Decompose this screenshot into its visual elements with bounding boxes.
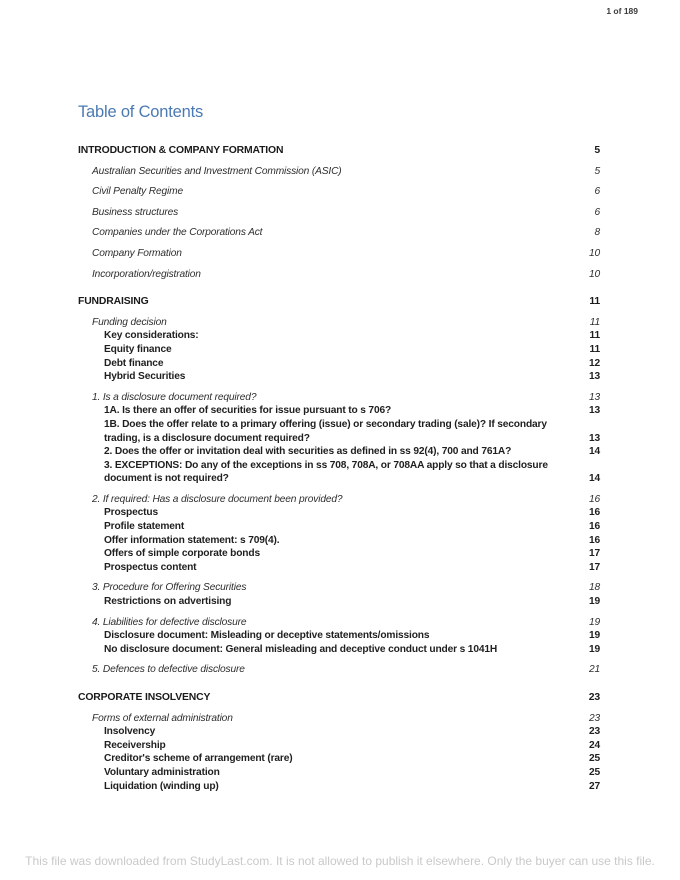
toc-entry: [78, 766, 600, 780]
toc-entry-label: Insolvency: [104, 726, 156, 738]
toc-entry: [78, 445, 600, 459]
toc-entry-page: 10: [588, 268, 600, 280]
watermark-text: This file was downloaded from StudyLast.com. It is not allowed to publish it elsewhere. Only the buyer can use this file.: [25, 854, 655, 868]
toc-entry-label: Debt finance: [104, 357, 164, 369]
toc-entry: [78, 520, 600, 534]
toc-entry: [78, 752, 600, 766]
toc-entry-label: Company Formation: [92, 247, 182, 259]
toc-entry-page: 13: [588, 371, 600, 383]
toc-entry-page: 12: [588, 357, 600, 369]
toc-entry: [78, 247, 600, 261]
toc-entry-page: 11: [589, 343, 600, 355]
toc-entry-label: Prospectus content: [104, 561, 197, 573]
toc-entry-page: 19: [588, 616, 600, 628]
toc-entry: [78, 643, 600, 657]
toc-entry-page: 17: [588, 548, 600, 560]
toc-entry: [78, 712, 600, 726]
toc-entry-label: FUNDRAISING: [78, 296, 149, 308]
toc-entry-page: 19: [588, 643, 600, 655]
toc-entry-label: 1. Is a disclosure document required?: [92, 391, 257, 403]
toc-entry-label: 4. Liabilities for defective disclosure: [92, 616, 247, 628]
toc-entry-label: 1B. Does the offer relate to a primary offering (issue) or secondary trading (sale)? If secondary trading, is a disclosure document required?: [104, 418, 547, 444]
toc-entry: [78, 391, 600, 405]
toc-entry: [78, 547, 600, 561]
toc-entry: [78, 506, 600, 520]
toc-entry-label: 3. Procedure for Offering Securities: [92, 582, 247, 594]
toc-entry-page: 6: [594, 206, 600, 218]
toc-entry-label: Profile statement: [104, 521, 185, 533]
toc-entry-page: 11: [589, 330, 600, 342]
toc-entry: [78, 616, 600, 630]
toc-entry-label: 2. If required: Has a disclosure document been provided?: [92, 493, 343, 505]
toc-entry: [78, 581, 600, 595]
toc-entry: [78, 316, 600, 330]
toc-entry: [78, 357, 600, 371]
toc-entry: [78, 739, 600, 753]
toc-entry: [78, 343, 600, 357]
toc-entry-label: Funding decision: [92, 316, 167, 328]
toc-entry-page: 10: [588, 247, 600, 259]
toc-entry-label: Restrictions on advertising: [104, 596, 232, 608]
toc-entry: [78, 185, 600, 199]
toc-entry: [78, 595, 600, 609]
toc-entry: [78, 329, 600, 343]
toc-entry: [78, 418, 600, 445]
toc-entry-label: Offers of simple corporate bonds: [104, 548, 260, 560]
page-title: Table of Contents: [78, 103, 204, 121]
toc-entry-page: 18: [588, 582, 600, 594]
toc-entry-label: Creditor's scheme of arrangement (rare): [104, 753, 293, 765]
toc-entry-label: 3. EXCEPTIONS: Do any of the exceptions in ss 708, 708A, or 708AA apply so that a disclosure document is not required?: [104, 459, 548, 485]
toc-entry-page: 16: [588, 521, 600, 533]
toc-entry-label: Incorporation/registration: [92, 268, 201, 280]
toc-entry-page: 27: [588, 780, 600, 792]
toc-entry-page: 11: [589, 316, 600, 328]
toc-entry-label: Disclosure document: Misleading or deceptive statements/omissions: [104, 630, 430, 642]
toc-entry: [78, 165, 600, 179]
toc-entry-label: Equity finance: [104, 343, 172, 355]
toc-list: [78, 130, 600, 793]
toc-entry: [78, 629, 600, 643]
toc-entry-label: Voluntary administration: [104, 766, 220, 778]
toc-entry-label: Liquidation (winding up): [104, 780, 219, 792]
toc-entry-page: 13: [588, 432, 600, 444]
toc-entry: [78, 226, 600, 240]
toc-entry-label: Civil Penalty Regime: [92, 186, 183, 198]
toc-entry-page: 16: [588, 507, 600, 519]
toc-entry-label: Companies under the Corporations Act: [92, 227, 263, 239]
toc-entry: [78, 370, 600, 384]
toc-entry-label: Australian Securities and Investment Commission (ASIC): [92, 165, 342, 177]
toc-entry: [78, 691, 600, 705]
toc-entry-label: 5. Defences to defective disclosure: [92, 664, 245, 676]
toc-entry-page: 14: [588, 473, 600, 485]
toc-entry-label: No disclosure document: General misleading and deceptive conduct under s 1041H: [104, 643, 498, 655]
toc-entry-page: 19: [588, 596, 600, 608]
toc-entry-page: 13: [588, 391, 600, 403]
toc-entry-label: Business structures: [92, 206, 179, 218]
toc-entry-page: 5: [594, 165, 600, 177]
toc-entry-label: Prospectus: [104, 507, 158, 519]
toc-entry: [78, 534, 600, 548]
toc-entry-label: INTRODUCTION & COMPANY FORMATION: [78, 145, 284, 156]
toc-entry-label: Forms of external administration: [92, 712, 233, 724]
toc-entry-page: 23: [588, 712, 600, 724]
toc-entry-page: 21: [588, 664, 600, 676]
toc-entry-page: 25: [588, 766, 600, 778]
toc-entry: [78, 206, 600, 220]
toc-entry-label: 2. Does the offer or invitation deal with securities as defined in ss 92(4), 700 and 761A?: [104, 446, 512, 458]
toc-entry: [78, 459, 600, 486]
toc-entry-page: 6: [594, 186, 600, 198]
toc-entry: [78, 404, 600, 418]
toc-entry: [78, 268, 600, 282]
page-number-indicator: 1 of 189: [606, 6, 638, 16]
toc-entry-page: 13: [588, 405, 600, 417]
toc-entry-label: 1A. Is there an offer of securities for issue pursuant to s 706?: [104, 405, 392, 417]
toc-entry-page: 5: [594, 145, 600, 156]
toc-entry: [78, 493, 600, 507]
toc-entry-page: 23: [588, 692, 600, 703]
toc-entry: [78, 295, 600, 309]
toc-entry-page: 23: [588, 726, 600, 738]
toc-entry-label: CORPORATE INSOLVENCY: [78, 692, 211, 703]
toc-entry-page: 11: [589, 296, 600, 308]
toc-entry: [78, 561, 600, 575]
toc-entry-page: 17: [588, 561, 600, 573]
toc-entry-page: 24: [588, 739, 600, 751]
toc-entry-page: 14: [588, 446, 600, 458]
toc-entry-label: Receivership: [104, 739, 166, 751]
toc-entry: [78, 780, 600, 794]
toc-entry-label: Offer information statement: s 709(4).: [104, 534, 280, 546]
toc-entry-label: Hybrid Securities: [104, 371, 186, 383]
toc-entry: [78, 144, 600, 158]
toc-entry-page: 16: [588, 534, 600, 546]
toc-entry: [78, 663, 600, 677]
toc-entry-page: 16: [588, 493, 600, 505]
toc-entry: [78, 725, 600, 739]
toc-entry-page: 25: [588, 753, 600, 765]
toc-entry-page: 19: [588, 630, 600, 642]
toc-entry-page: 8: [594, 227, 600, 239]
toc-entry-label: Key considerations:: [104, 330, 199, 342]
